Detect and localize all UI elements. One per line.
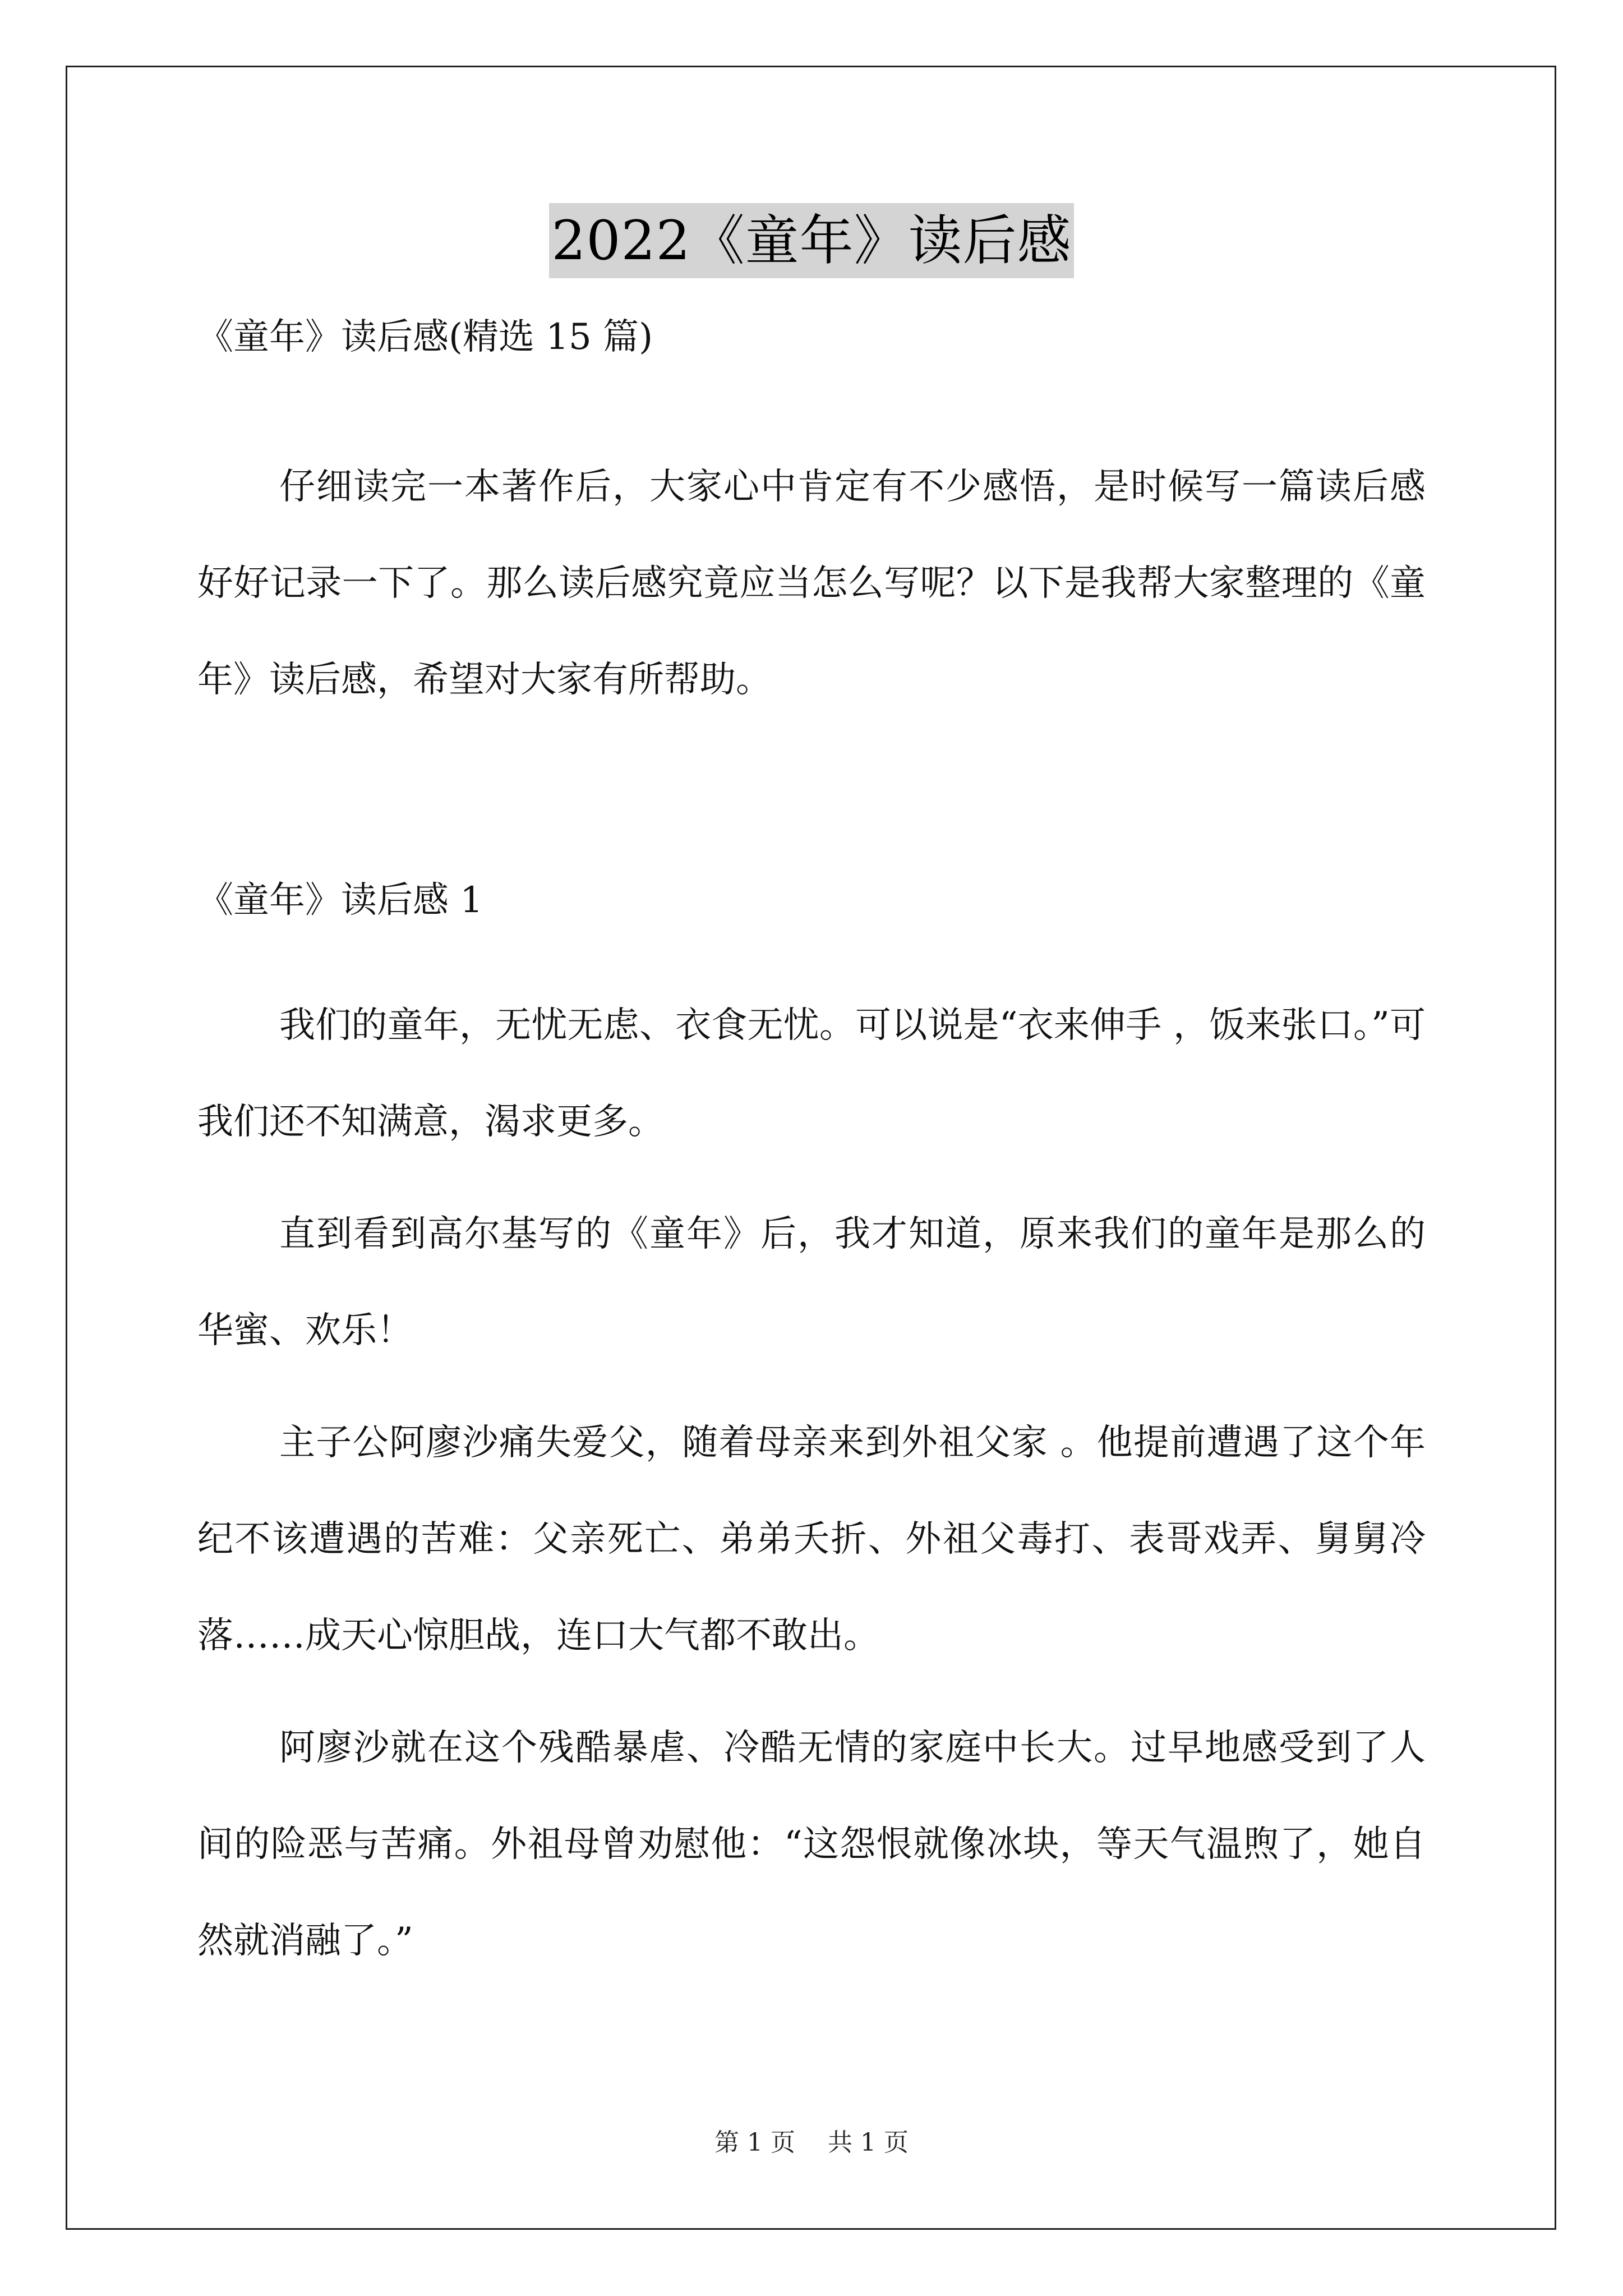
intro-paragraph: 仔细读完一本著作后，大家心中肯定有不少感悟，是时候写一篇读后感好好记录一下了。那么读后感究竟应当怎么写呢？以下是我帮大家整理的《童年》读后感，希望对大家有所帮助。 bbox=[197, 466, 1426, 701]
body-paragraph-4: 阿廖沙就在这个残酷暴虐、冷酷无情的家庭中长大。过早地感受到了人间的险恶与苦痛。外祖母曾劝慰他：“这怨恨就像冰块，等天气温煦了，她自然就消融了。” bbox=[197, 1727, 1426, 1962]
body-paragraph-2: 直到看到高尔基写的《童年》后，我才知道，原来我们的童年是那么的华蜜、欢乐！ bbox=[197, 1213, 1426, 1351]
page-number: 第 1 页 bbox=[714, 2128, 795, 2157]
section-heading: 《童年》读后感 1 bbox=[197, 880, 483, 921]
body-paragraph-1: 我们的童年，无忧无虑、衣食无忧。可以说是“衣来伸手 ，饭来张口。”可我们还不知满意，渴求更多。 bbox=[197, 1005, 1426, 1143]
document-title: 2022《童年》读后感 bbox=[549, 203, 1073, 278]
body-paragraph-3: 主子公阿廖沙痛失爱父，随着母亲来到外祖父家 。他提前遭遇了这个年纪不该遭遇的苦难：父亲死亡、弟弟夭折、外祖父毒打、表哥戏弄、舅舅冷落……成天心惊胆战，连口大气都不敢出。 bbox=[197, 1422, 1426, 1657]
title-container bbox=[0, 203, 1623, 278]
page-footer bbox=[0, 2126, 1623, 2160]
document-subtitle: 《童年》读后感(精选 15 篇) bbox=[197, 316, 653, 358]
page-total: 共 1 页 bbox=[828, 2128, 909, 2157]
